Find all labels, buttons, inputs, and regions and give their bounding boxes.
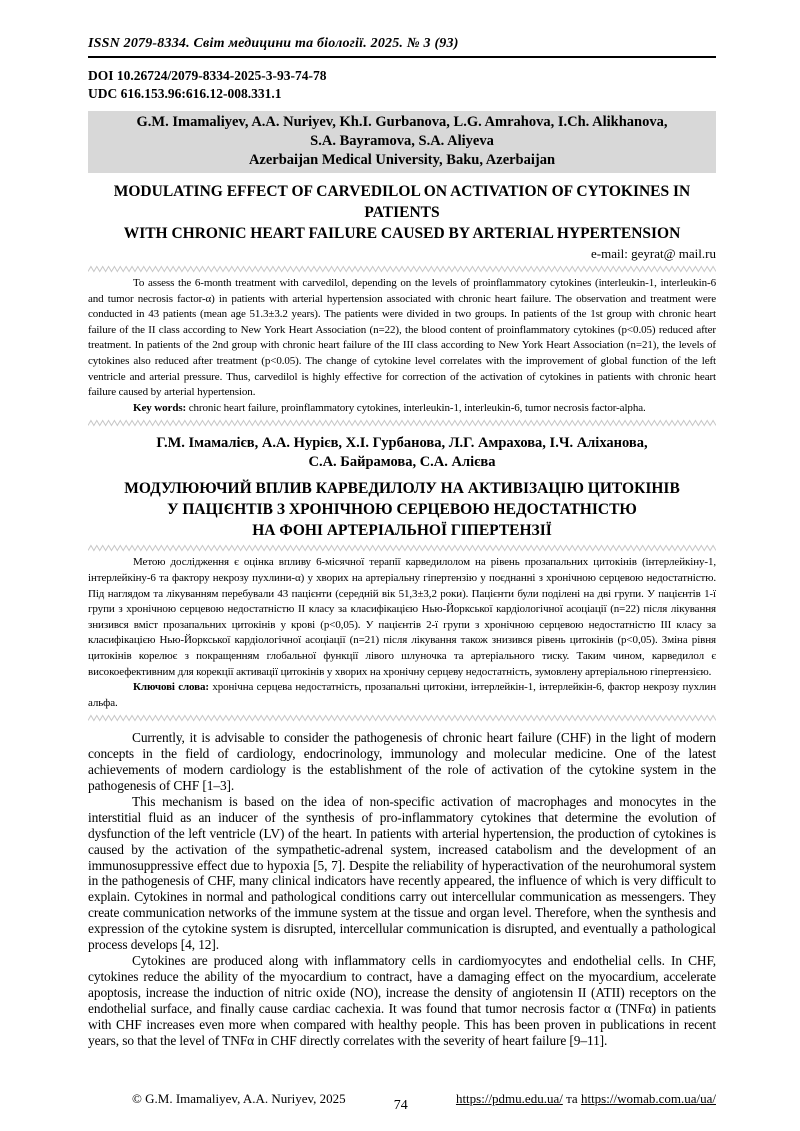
article-title-uk-line1: МОДУЛЮЮЧИЙ ВПЛИВ КАРВЕДИЛОЛУ НА АКТИВІЗАЦІЮ ЦИТОКІНІВ bbox=[124, 480, 680, 498]
authors-en-line2: S.A. Bayramova, S.A. Aliyeva bbox=[310, 133, 494, 149]
abstract-en-text: To assess the 6-month treatment with carvedilol, depending on the levels of proinflammatory cytokines (interleukin-1, interleukin-6 and tumor necrosis factor-α) in patients with arterial hypertension associated with chronic heart failure. The observation and treatment were conducted in 43 patients (mean age 51.3±3.2 years). The patients were divided in two groups. In patients of the 1st group with chronic heart failure of the II class according to New York Heart Association (n=22), the blood content of proinflammatory cytokines (p<0.05) reduced after treatment. In patients of the 2nd group with chronic heart failure of the III class according to New York Heart Association (n=21), the levels of cytokines also reduced after treatment (p<0.05). The change of cytokine level correlates with the improvement of global function of the left ventricle and arterial pressure. Thus, carvedilol is highly effective for correction of the activation of cytokines in patients with chronic heart failure caused by arterial hypertension. bbox=[88, 277, 716, 399]
zigzag-divider bbox=[88, 544, 716, 552]
doi-udc-block bbox=[88, 67, 716, 103]
journal-issn-header: ISSN 2079-8334. Світ медицини та біології. 2025. № 3 (93) bbox=[88, 36, 716, 58]
zigzag-divider bbox=[88, 419, 716, 427]
authors-uk-line2: С.А. Байрамова, С.А. Алієва bbox=[308, 454, 496, 471]
page-number: 74 bbox=[393, 1098, 408, 1113]
womab-link[interactable]: https://womab.com.ua/ua/ bbox=[580, 1091, 716, 1106]
article-title-uk-line3: НА ФОНІ АРТЕРІАЛЬНОЇ ГІПЕРТЕНЗІЇ bbox=[252, 522, 552, 540]
journal-links bbox=[456, 1091, 716, 1107]
article-title-uk bbox=[88, 478, 716, 541]
doi-line: DOI 10.26724/2079-8334-2025-3-93-74-78 bbox=[88, 68, 327, 83]
keywords-label-uk: Ключові слова: bbox=[133, 681, 209, 694]
body-paragraph: Cytokines are produced along with inflammatory cells in cardiomyocytes and endothelial cells. In CHF, cytokines reduce the ability of the myocardium to contract, have a damaging effect on the myocardium, accelerate apoptosis, increase the induction of nitric oxide (NO), increase the density of angiotensin II (ATII) receptors on the endothelial surface, and finally cause cardiac cachexia. It was found that tumor necrosis factor α (TNFα) in patients with CHF increases even more when compared with healthy people. This has been proven in publications in recent years, so that the level of TNFα in CHF directly correlates with the severity of heart failure [9–11]. bbox=[88, 952, 716, 1048]
authors-uk-line1: Г.М. Імамалієв, А.А. Нурієв, Х.І. Гурбанова, Л.Г. Амрахова, І.Ч. Аліханова, bbox=[156, 435, 648, 452]
page-footer bbox=[88, 1091, 716, 1113]
article-title-en-line1: MODULATING EFFECT OF CARVEDILOL ON ACTIVATION OF CYTOKINES IN PATIENTS bbox=[113, 183, 691, 221]
abstract-uk-keywords bbox=[88, 680, 716, 711]
pdmu-link[interactable]: https://pdmu.edu.ua/ bbox=[455, 1091, 563, 1106]
body-paragraph: This mechanism is based on the idea of non-specific activation of macrophages and monocytes in the interstitial fluid as an inducer of the synthesis of pro-inflammatory cytokines that determine the evolution of dysfunction of the left ventricle (LV) of the heart. In patients with arterial hypertension, the production of cytokines is caused by the activation of the sympathetic-adrenal system, increased catabolism and the development of an immunosuppressive effect due to hypoxia [5, 7]. Despite the reliability of hyperactivation of the neurohumoral system in the pathogenesis of CHF, many clinical indicators have recently appeared, the influence of which is very difficult to explain. Cytokines in normal and pathological conditions carry out intercellular communication as messengers. They create communication networks of the immune system at the tissue and organ level. Therefore, when the synthesis and expression of the cytokine system is disrupted, intercellular communication is disrupted, and eventually a pathological process develops [4, 12]. bbox=[88, 793, 716, 953]
authors-block-uk bbox=[88, 434, 716, 472]
body-paragraph: Currently, it is advisable to consider the pathogenesis of chronic heart failure (CHF) in the light of modern concepts in the field of cardiology, endocrinology, immunology and molecular medicine. One of the latest achievements of modern cardiology is the establishment of the role of activation of the cytokine system in the pathogenesis of CHF [1–3]. bbox=[88, 730, 716, 793]
copyright-notice: © G.M. Imamaliyev, A.A. Nuriyev, 2025 bbox=[132, 1091, 346, 1106]
article-title-uk-line2: У ПАЦІЄНТІВ З ХРОНІЧНОЮ СЕРЦЕВОЮ НЕДОСТАТНІСТЮ bbox=[167, 501, 637, 519]
keywords-en: chronic heart failure, proinflammatory cytokines, interleukin-1, interleukin-6, tumor necrosis factor-alpha. bbox=[186, 401, 646, 414]
zigzag-divider bbox=[88, 265, 716, 273]
article-body bbox=[88, 730, 716, 1048]
keywords-uk: хронічна серцева недостатність, прозапальні цитокіни, інтерлейкін-1, інтерлейкін-6, фактор некрозу пухлин альфа. bbox=[88, 681, 716, 709]
links-separator: та bbox=[562, 1091, 581, 1106]
authors-en-line1: G.M. Imamaliyev, A.A. Nuriyev, Kh.I. Gurbanova, L.G. Amrahova, I.Ch. Alikhanova, bbox=[136, 114, 668, 130]
author-email: e-mail: geyrat@ mail.ru bbox=[591, 246, 716, 261]
zigzag-divider bbox=[88, 714, 716, 722]
affiliation-en: Azerbaijan Medical University, Baku, Azerbaijan bbox=[248, 152, 556, 168]
authors-block-en bbox=[88, 111, 716, 173]
article-title-en-line2: WITH CHRONIC HEART FAILURE CAUSED BY ARTERIAL HYPERTENSION bbox=[123, 225, 681, 242]
abstract-uk bbox=[88, 555, 716, 711]
article-title-en bbox=[88, 181, 716, 244]
abstract-uk-text: Метою дослідження є оцінка впливу 6-місячної терапії карведилолом на рівень прозапальних цитокінів (інтерлейкіну-1, інтерлейкіну-6 та фактору некрозу пухлини-α) у хворих на артеріальну гіпертензію у поєднанні з хронічною серцевою недостатністю. Під наглядом та лікуванням перебували 43 пацієнти (середній вік 51,3±3,2 роки). Пацієнти були поділені на дві групи. У пацієнтів 1-ї групи з хронічною серцевою недостатністю II класу за класифікацією Нью-Йоркської кардіологічної асоціації (n=22) після лікування знизився вміст прозапальних цитокінів у крові (p<0,05). У пацієнтів 2-ї групи з хронічною серцевою недостатністю III класу за класифікацією Нью-Йоркської кардіологічної асоціації (n=21) після лікування також знизився рівень цитокінів (p<0,05). Зміна рівня цитокінів корелює з покращенням глобальної функції лівого шлуночка та артеріального тиску. Таким чином, карведилол є високоефективним для корекції активації цитокінів у хворих на хронічну серцеву недостатність, зумовлену артеріальною гіпертензією. bbox=[88, 556, 716, 678]
abstract-en bbox=[88, 276, 716, 416]
udc-line: UDC 616.153.96:616.12-008.331.1 bbox=[88, 86, 282, 101]
keywords-label-en: Key words: bbox=[133, 401, 187, 414]
abstract-en-keywords bbox=[88, 401, 716, 417]
